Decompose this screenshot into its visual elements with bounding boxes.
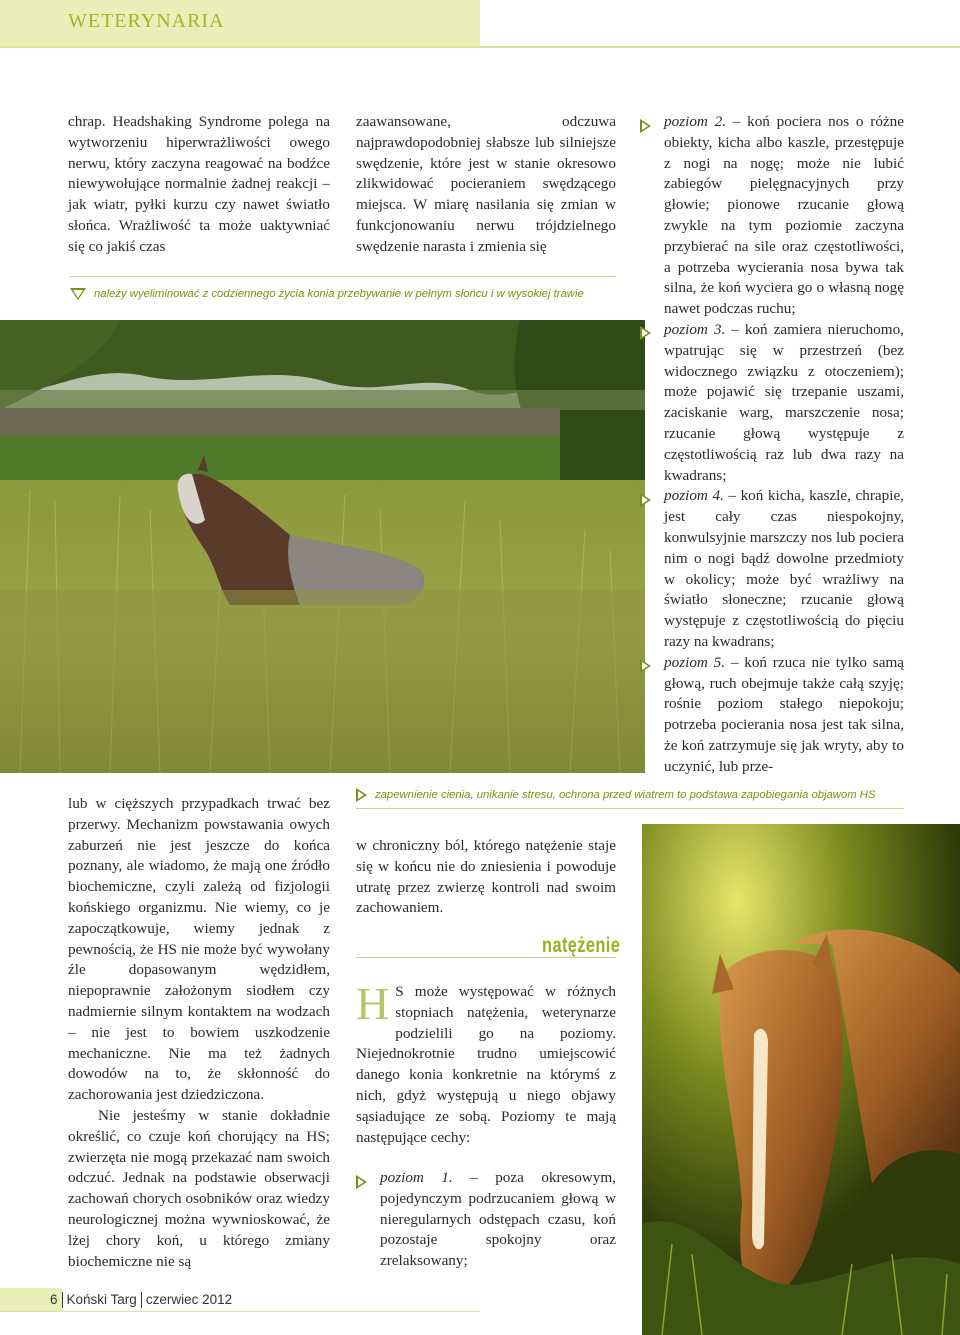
level-name: poziom 2. [664, 113, 727, 130]
page-number: 6 [50, 1292, 58, 1307]
paragraph: Nie jesteśmy w stanie dokładnie określić, co czuje koń chorujący na HS; zwierzęta nie mogą przekazać nam swoich odczuć. Jednak na podstawie obserwacji zachowań chorych osobników oraz wiedzy neurologicznej można wywnioskować, że lżej chory koń, u którego zmiany biochemiczne nie są [68, 1106, 330, 1270]
issue-date: czerwiec 2012 [145, 1292, 233, 1307]
photo-caption-bottom [356, 788, 876, 802]
list-item-level-5 [640, 653, 904, 778]
triangle-right-icon [640, 326, 651, 340]
level-name: poziom 4. [664, 487, 724, 505]
divider [62, 1292, 63, 1308]
level-name: poziom 1. [380, 1169, 453, 1186]
horse-in-grass-photo [0, 320, 645, 773]
subheading-rule [356, 957, 616, 958]
level-text: – poza okresowym, pojedynczym podrzucaniem głową w nieregularnych odstępach czasu, koń pozostaje spokojny oraz zrelaksowany; [380, 1169, 616, 1270]
level-name: poziom 5. [664, 653, 726, 671]
level-1-list [356, 1168, 616, 1272]
caption-rule [356, 808, 904, 809]
drop-cap: H [356, 978, 390, 1029]
triangle-right-icon [356, 1175, 367, 1189]
triangle-right-icon [640, 659, 651, 673]
magazine-name: Koński Targ [66, 1292, 137, 1307]
article-text-col2-intro [356, 978, 616, 1148]
article-text-col1-bottom [68, 794, 330, 1272]
level-text: – koń kicha, kaszle, chrapie, jest cały czas niespokojny, konwulsyjnie marszczy nos lub pociera nim o nogi bądź dowolne przedmioty w okolicy; może być wrażliwy na światło słoneczne; rzucanie głową występuje z częstotliwością do pięciu razy na kwadrans; [664, 487, 904, 650]
caption-rule [70, 276, 616, 277]
triangle-down-icon [70, 288, 86, 300]
list-item-level-3 [640, 320, 904, 486]
triangle-right-icon [640, 119, 651, 133]
paragraph: S może występować w różnych stopniach natężenia, weterynarze podzielili go na poziomy. Niejednokrotnie trudno umiejscowić danego konia konkretnie na którymś z nich, gdyż występują u niego objawy sąsiadujące ze sobą. Poziomy te mają następujące cechy: [356, 983, 616, 1146]
list-item-level-4 [640, 486, 904, 652]
section-label: WETERYNARIA [68, 10, 225, 32]
caption-text: należy wyeliminować z codziennego życia konia przebywanie w pełnym słońcu i w wysokiej trawie [94, 288, 584, 300]
footer [50, 1292, 232, 1308]
levels-list-col3 [640, 112, 904, 778]
photo-caption-top [70, 288, 584, 300]
list-item-level-2 [640, 112, 904, 320]
triangle-right-icon [640, 493, 651, 507]
paragraph: lub w cięższych przypadkach trwać bez przerwy. Mechanizm powstawania owych zaburzeń nie jest jeszcze do końca poznany, ale wiadomo, że mają one źródło biochemiczne, czyli zależą od fizjologii końskiego organizmu. Nie wiemy, co je zapoczątkowuje, wiemy jednak z pewnością, że HS nie może być wywołany źle dopasowanym wędzidłem, niepoprawnie założonym siodłem czy nadmiernie silnym kontaktem na wodzach – nie jest to bowiem uszkodzenie mechaniczne. Nie ma też żadnych dowodów na to, że skłonność do zachorowania jest dziedziczona. [68, 795, 330, 1104]
list-item-level-1 [356, 1168, 616, 1272]
article-text-col2-bottom: w chroniczny ból, którego natężenie staje się w końcu nie do zniesienia i powoduje utratę przez zwierzę kontroli nad swoim zachowaniem. [356, 837, 616, 917]
article-text-col2-top: zaawansowane, odczuwa najprawdopodobniej słabsze lub silniejsze swędzenie, które jest w stanie okresowo zlikwidować pocieraniem swędzącego miejsca. W miarę nasilania się zmian w funkcjonowaniu nerwu trójdzielnego swędzenie narasta i zmienia się [356, 113, 616, 255]
article-text-col1-top: chrap. Headshaking Syndrome polega na wytworzeniu hiperwrażliwości owego nerwu, który zaczyna reagować na bodźce niewywołujące normalnie żadnej reakcji – jak wiatr, pyłki kurzu czy nawet światło słońca. Wrażliwość ta może uaktywniać się co jakiś czas [68, 113, 330, 255]
caption-text: zapewnienie cienia, unikanie stresu, ochrona przed wiatrem to podstawa zapobiegania objawom HS [375, 788, 876, 801]
level-text: – koń rzuca nie tylko samą głową, ruch obejmuje także całą szyję; rośnie poziom stałego niepokoju; potrzeba pocierania nosa jest tak silna, że koń zatrzymuje się jak wryty, aby to uczynić, lub prze- [664, 653, 904, 775]
triangle-right-icon [356, 788, 367, 802]
level-text: – koń zamiera nieruchomo, wpatrując się w przestrzeń (bez widocznego związku z otoczeniem); może pojawić się trzepanie uszami, zaciskanie warg, marszczenie nosa; rzucanie głową występuje z częstotliwością raz lub dwa razy na kwadrans; [664, 320, 904, 484]
header-rule [0, 46, 960, 48]
divider [141, 1292, 142, 1308]
grazing-horse-photo [642, 824, 960, 1335]
level-text: – koń pociera nos o różne obiekty, kicha albo kaszle, przestępuje z nogi na nogę; może nie lubić zabiegów pielęgnacyjnych przy głowie; pionowe rzucanie głową zwykle na tym poziomie zaczyna przybierać na sile oraz częstotliwości, a potrzeba wycierania nosa bywa tak silna, że koń wyciera go o własną nogę nawet podczas ruchu; [664, 113, 904, 318]
section-subheading: natężenie [542, 934, 621, 957]
level-name: poziom 3. [664, 320, 726, 338]
footer-rule [0, 1311, 480, 1312]
